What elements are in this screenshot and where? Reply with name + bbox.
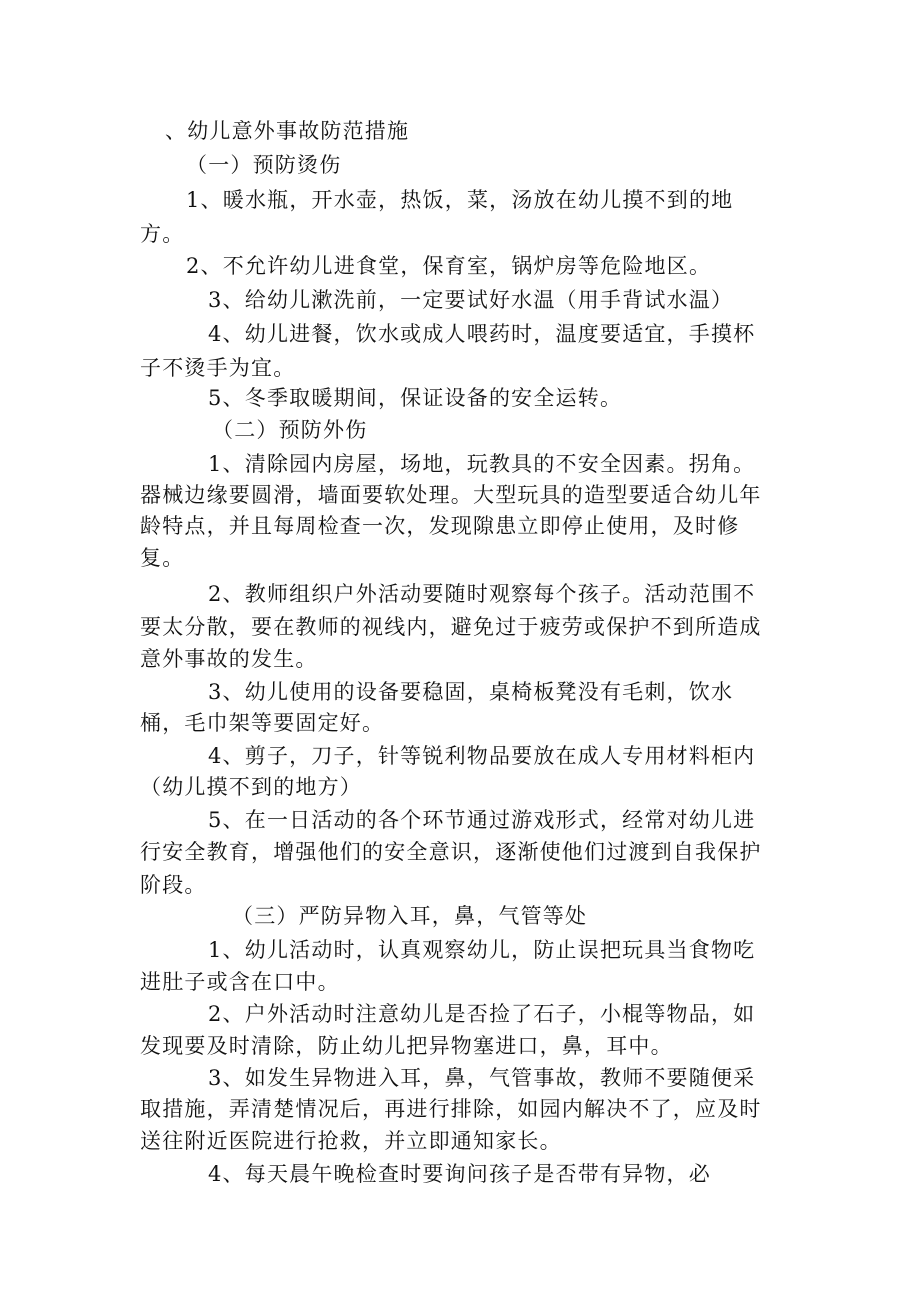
paragraph-line: 复。	[140, 546, 185, 570]
paragraph-line: 取措施，弄清楚情况后，再进行排除，如园内解决不了，应及时	[140, 1097, 762, 1121]
paragraph-line: 3、如发生异物进入耳，鼻，气管事故，教师不要随便采	[208, 1066, 756, 1090]
paragraph-line: 行安全教育，增强他们的安全意识，逐渐使他们过渡到自我保护	[140, 840, 762, 864]
paragraph-line: 方。	[140, 222, 185, 246]
paragraph-line: 1、暖水瓶，开水壶，热饭，菜，汤放在幼儿摸不到的地	[186, 188, 734, 212]
paragraph-line: 龄特点，并且每周检查一次，发现隙患立即停止使用，及时修	[140, 514, 740, 538]
paragraph-line: 3、给幼儿漱洗前，一定要试好水温（用手背试水温）	[208, 288, 734, 312]
paragraph-line: 3、幼儿使用的设备要稳固，桌椅板凳没有毛刺，饮水	[208, 680, 734, 704]
paragraph-line: 2、教师组织户外活动要随时观察每个孩子。活动范围不	[208, 582, 756, 606]
document-title: 、幼儿意外事故防范措施	[165, 119, 410, 143]
paragraph-line: 4、剪子，刀子，针等锐利物品要放在成人专用材料柜内	[208, 744, 756, 768]
section-heading: （二）预防外伤	[212, 418, 368, 442]
paragraph-line: 桶，毛巾架等要固定好。	[140, 711, 385, 735]
paragraph-line: 意外事故的发生。	[140, 647, 318, 671]
paragraph-line: 要太分散，要在教师的视线内，避免过于疲劳或保护不到所造成	[140, 615, 762, 639]
paragraph-line: 进肚子或含在口中。	[140, 970, 340, 994]
section-heading: （三）严防异物入耳，鼻，气管等处	[232, 904, 588, 928]
paragraph-line: 1、清除园内房屋，场地，玩教具的不安全因素。拐角。	[208, 452, 756, 476]
paragraph-line: （幼儿摸不到的地方）	[140, 775, 362, 799]
paragraph-line: 4、每天晨午晚检查时要询问孩子是否带有异物，必	[208, 1162, 711, 1186]
paragraph-line: 5、在一日活动的各个环节通过游戏形式，经常对幼儿进	[208, 808, 756, 832]
paragraph-line: 5、冬季取暖期间，保证设备的安全运转。	[208, 386, 623, 410]
paragraph-line: 2、户外活动时注意幼儿是否捡了石子，小棍等物品，如	[208, 1002, 756, 1026]
paragraph-line: 4、幼儿进餐，饮水或成人喂药时，温度要适宜，手摸杯	[208, 322, 756, 346]
paragraph-line: 发现要及时清除，防止幼儿把异物塞进口，鼻，耳中。	[140, 1034, 673, 1058]
paragraph-line: 2、不允许幼儿进食堂，保育室，锅炉房等危险地区。	[186, 254, 712, 278]
paragraph-line: 送往附近医院进行抢救，并立即通知家长。	[140, 1129, 562, 1153]
paragraph-line: 阶段。	[140, 873, 207, 897]
paragraph-line: 子不烫手为宜。	[140, 356, 296, 380]
section-heading: （一）预防烫伤	[186, 153, 342, 177]
paragraph-line: 1、幼儿活动时，认真观察幼儿，防止误把玩具当食物吃	[208, 938, 756, 962]
paragraph-line: 器械边缘要圆滑，墙面要软处理。大型玩具的造型要适合幼儿年	[140, 483, 762, 507]
